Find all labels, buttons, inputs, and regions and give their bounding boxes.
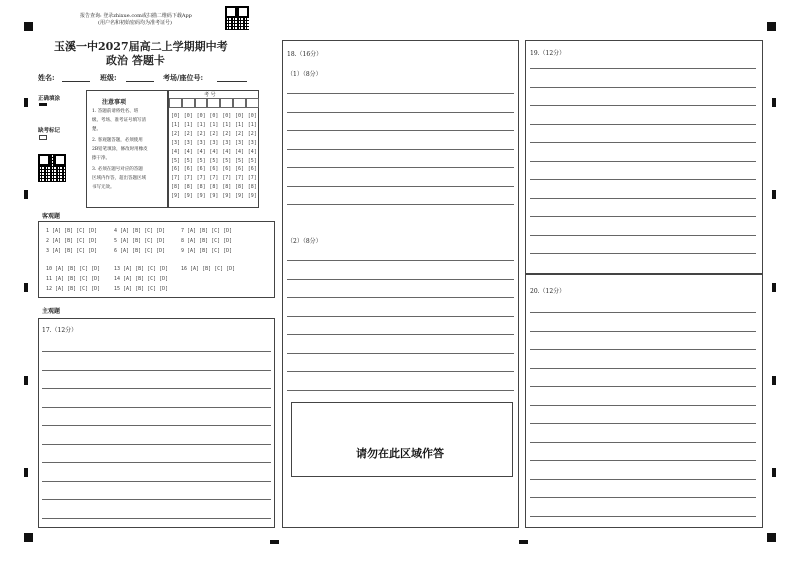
bottom-mark: [270, 540, 279, 544]
corner-mark-tl: [24, 22, 33, 31]
objective-question[interactable]: 3 [A] [B] [C] [D]: [46, 248, 98, 254]
absent-mark-checkbox[interactable]: [39, 135, 47, 140]
answer-line: [42, 462, 271, 463]
exam-digit-bubble[interactable]: [8]: [196, 184, 206, 191]
correct-fill-label: 正确填涂: [38, 96, 61, 102]
exam-digit-bubble[interactable]: [0]: [209, 113, 219, 119]
exam-digit-bubble[interactable]: [8]: [171, 184, 181, 191]
side-mark: [772, 98, 776, 107]
answer-line: [287, 371, 514, 372]
exam-digit-bubble[interactable]: [2]: [209, 130, 219, 137]
exam-digit-header-cell: [182, 98, 195, 108]
answer-line: [287, 112, 514, 113]
answer-line: [42, 444, 271, 445]
page-title: 玉溪一中2027届高二上学期期中考: [54, 40, 228, 53]
notes-item: 3. 必须在题号对应的答题: [92, 167, 143, 172]
exam-digit-bubble[interactable]: [1]: [171, 121, 181, 128]
exam-digit-bubble[interactable]: [7]: [171, 175, 181, 182]
side-mark: [772, 283, 776, 292]
name-label: 姓名:: [38, 73, 55, 82]
exam-digit-bubble[interactable]: [2]: [171, 130, 181, 137]
qr-code-icon: [225, 6, 249, 30]
exam-digit-bubble[interactable]: [8]: [235, 184, 245, 191]
answer-line: [42, 481, 271, 482]
barcode-qr-icon: [38, 154, 66, 182]
answer-line: [530, 312, 756, 313]
side-mark: [772, 376, 776, 385]
answer-line: [42, 518, 271, 519]
answer-line: [287, 167, 514, 168]
exam-digit-bubble[interactable]: [2]: [196, 130, 206, 137]
objective-section-label: 客观题: [42, 213, 61, 220]
side-mark: [24, 98, 28, 107]
correct-fill-sample: [39, 103, 47, 106]
exam-digit-bubble[interactable]: [2]: [247, 130, 257, 137]
bottom-mark: [519, 540, 528, 544]
exam-digit-bubble[interactable]: [3]: [209, 139, 219, 146]
exam-digit-bubble[interactable]: [7]: [222, 175, 232, 182]
objective-question[interactable]: 14 [A] [B] [C] [D]: [114, 276, 169, 282]
answer-line: [287, 93, 514, 94]
objective-question[interactable]: 7 [A] [B] [C] [D]: [181, 228, 233, 234]
answer-line: [530, 405, 756, 406]
answer-line: [287, 204, 514, 205]
exam-digit-bubble[interactable]: [7]: [209, 175, 219, 182]
exam-digit-bubble[interactable]: [3]: [247, 139, 257, 146]
exam-digit-header-cell: [220, 98, 233, 108]
exam-digit-bubble[interactable]: [4]: [209, 148, 219, 155]
answer-line: [530, 105, 756, 106]
exam-digit-bubble[interactable]: [4]: [171, 148, 181, 155]
answer-line: [530, 253, 756, 254]
exam-digit-bubble[interactable]: [5]: [209, 157, 219, 164]
answer-line: [530, 161, 756, 162]
answer-line: [530, 368, 756, 369]
exam-digit-header-cell: [195, 98, 208, 108]
q18-1-label: （1）（8分）: [287, 71, 322, 78]
answer-line: [530, 497, 756, 498]
exam-digit-bubble[interactable]: [6]: [196, 166, 206, 173]
answer-line: [42, 351, 271, 352]
exam-digit-bubble[interactable]: [6]: [235, 166, 245, 173]
side-mark: [24, 468, 28, 477]
no-answer-zone: [291, 402, 513, 477]
class-label: 班级:: [100, 73, 117, 82]
answer-line: [42, 407, 271, 408]
subjective-section-label: 主观题: [42, 308, 61, 315]
exam-digit-bubble[interactable]: [4]: [235, 148, 245, 155]
exam-digit-bubble[interactable]: [6]: [222, 166, 232, 173]
notes-item: 楚。: [92, 127, 101, 132]
exam-digit-bubble[interactable]: [1]: [222, 121, 232, 128]
class-field[interactable]: [126, 81, 154, 82]
exam-digit-bubble[interactable]: [9]: [209, 193, 219, 200]
q17-label: 17.（12分）: [42, 327, 78, 334]
exam-digit-bubble[interactable]: [2]: [235, 130, 245, 137]
notes-item: 书写无效。: [92, 185, 115, 190]
exam-digit-bubble[interactable]: [6]: [209, 166, 219, 173]
exam-digit-bubble[interactable]: [7]: [196, 175, 206, 182]
side-mark: [772, 190, 776, 199]
exam-digit-bubble[interactable]: [5]: [222, 157, 232, 164]
room-seat-field[interactable]: [217, 81, 247, 82]
exam-digit-bubble[interactable]: [0]: [183, 113, 193, 119]
exam-digit-bubble[interactable]: [1]: [183, 121, 193, 128]
answer-line: [287, 316, 514, 317]
objective-question[interactable]: 12 [A] [B] [C] [D]: [46, 286, 101, 292]
objective-question[interactable]: 2 [A] [B] [C] [D]: [46, 238, 98, 244]
answer-line: [287, 279, 514, 280]
exam-digit-bubble[interactable]: [0]: [222, 113, 232, 119]
exam-digit-bubble[interactable]: [3]: [196, 139, 206, 146]
answer-line: [530, 142, 756, 143]
objective-question[interactable]: 16 [A] [B] [C] [D]: [181, 266, 236, 272]
answer-line: [530, 423, 756, 424]
objective-question[interactable]: 10 [A] [B] [C] [D]: [46, 266, 101, 272]
answer-line: [530, 198, 756, 199]
corner-mark-bl: [24, 533, 33, 542]
answer-line: [530, 479, 756, 480]
answer-line: [287, 130, 514, 131]
answer-line: [42, 425, 271, 426]
exam-digit-bubble[interactable]: [9]: [222, 193, 232, 200]
notes-item: 级、考场、准考证号填写清: [92, 118, 146, 123]
no-answer-text: 请勿在此区域作答: [356, 447, 444, 460]
exam-digit-bubble[interactable]: [2]: [183, 130, 193, 137]
notes-item: 2B铅笔填涂，修改时用橡皮: [92, 147, 148, 152]
exam-digit-bubble[interactable]: [5]: [247, 157, 257, 164]
answer-line: [287, 390, 514, 391]
exam-number-label: 考 号: [204, 92, 216, 98]
exam-digit-bubble[interactable]: [7]: [235, 175, 245, 182]
exam-digit-bubble[interactable]: [8]: [222, 184, 232, 191]
exam-digit-bubble[interactable]: [6]: [171, 166, 181, 173]
exam-digit-bubble[interactable]: [0]: [196, 113, 206, 119]
exam-digit-bubble[interactable]: [3]: [183, 139, 193, 146]
answer-line: [530, 516, 756, 517]
notes-title: 注意事项: [102, 99, 127, 106]
exam-digit-bubble[interactable]: [9]: [183, 193, 193, 200]
q20-label: 20.（12分）: [530, 288, 566, 295]
answer-line: [42, 370, 271, 371]
corner-mark-tr: [767, 22, 776, 31]
objective-question[interactable]: 11 [A] [B] [C] [D]: [46, 276, 101, 282]
answer-line: [42, 388, 271, 389]
name-field[interactable]: [62, 81, 90, 82]
exam-digit-bubble[interactable]: [5]: [196, 157, 206, 164]
exam-digit-bubble[interactable]: [1]: [235, 121, 245, 128]
q19-label: 19.（12分）: [530, 50, 566, 57]
exam-digit-header-cell: [207, 98, 220, 108]
q19-answer-box[interactable]: [525, 40, 763, 274]
notes-item: 2. 客观题答题，必须使用: [92, 138, 143, 143]
side-mark: [24, 190, 28, 199]
exam-digit-header-cell: [233, 98, 246, 108]
exam-digit-bubble[interactable]: [9]: [235, 193, 245, 200]
exam-digit-bubble[interactable]: [4]: [183, 148, 193, 155]
answer-line: [530, 179, 756, 180]
login-notice: (用户名和初始密码均为准考证号): [98, 20, 172, 26]
exam-digit-bubble[interactable]: [4]: [196, 148, 206, 155]
exam-digit-bubble[interactable]: [4]: [247, 148, 257, 155]
objective-question[interactable]: 13 [A] [B] [C] [D]: [114, 266, 169, 272]
side-mark: [772, 468, 776, 477]
page-subtitle: 政治 答题卡: [106, 54, 165, 67]
exam-digit-bubble[interactable]: [8]: [183, 184, 193, 191]
answer-line: [530, 386, 756, 387]
exam-digit-bubble[interactable]: [1]: [209, 121, 219, 128]
q18-2-label: （2）（8分）: [287, 238, 322, 245]
notes-item: 擦干净。: [92, 156, 110, 161]
answer-line: [530, 216, 756, 217]
absent-mark-label: 缺考标记: [38, 128, 61, 134]
objective-question[interactable]: 8 [A] [B] [C] [D]: [181, 238, 233, 244]
exam-digit-bubble[interactable]: [1]: [196, 121, 206, 128]
answer-line: [287, 260, 514, 261]
exam-digit-bubble[interactable]: [5]: [183, 157, 193, 164]
exam-digit-bubble[interactable]: [8]: [209, 184, 219, 191]
exam-digit-header-cell: [246, 98, 259, 108]
answer-line: [287, 186, 514, 187]
exam-digit-bubble[interactable]: [5]: [171, 157, 181, 164]
answer-line: [287, 353, 514, 354]
exam-digit-bubble[interactable]: [9]: [196, 193, 206, 200]
exam-digit-bubble[interactable]: [6]: [247, 166, 257, 173]
exam-digit-header-cell: [169, 98, 182, 108]
exam-digit-bubble[interactable]: [0]: [171, 113, 181, 119]
exam-digit-bubble[interactable]: [3]: [222, 139, 232, 146]
objective-question[interactable]: 1 [A] [B] [C] [D]: [46, 228, 98, 234]
exam-digit-bubble[interactable]: [0]: [235, 113, 245, 119]
exam-digit-bubble[interactable]: [4]: [222, 148, 232, 155]
answer-line: [287, 334, 514, 335]
exam-digit-bubble[interactable]: [3]: [235, 139, 245, 146]
exam-digit-bubble[interactable]: [8]: [247, 184, 257, 191]
objective-question[interactable]: 6 [A] [B] [C] [D]: [114, 248, 166, 254]
corner-mark-br: [767, 533, 776, 542]
answer-line: [530, 124, 756, 125]
answer-line: [530, 235, 756, 236]
answer-line: [530, 442, 756, 443]
answer-line: [530, 349, 756, 350]
exam-digit-bubble[interactable]: [2]: [222, 130, 232, 137]
answer-line: [530, 87, 756, 88]
answer-line: [287, 149, 514, 150]
q18-label: 18.（16分）: [287, 51, 323, 58]
exam-digit-bubble[interactable]: [3]: [171, 139, 181, 146]
q17-answer-box[interactable]: [38, 318, 275, 528]
exam-digit-bubble[interactable]: [9]: [171, 193, 181, 200]
exam-digit-bubble[interactable]: [9]: [247, 193, 257, 200]
room-seat-label: 考场/座位号:: [163, 73, 204, 82]
exam-digit-bubble[interactable]: [5]: [235, 157, 245, 164]
exam-digit-bubble[interactable]: [7]: [183, 175, 193, 182]
answer-line: [530, 68, 756, 69]
objective-question[interactable]: 9 [A] [B] [C] [D]: [181, 248, 233, 254]
side-mark: [24, 283, 28, 292]
exam-digit-bubble[interactable]: [6]: [183, 166, 193, 173]
objective-question[interactable]: 5 [A] [B] [C] [D]: [114, 238, 166, 244]
report-notice: 报告查询: 登录zhixue.com或扫描二维码下载App: [80, 13, 192, 19]
notes-item: 区域内作答，超出答题区域: [92, 176, 146, 181]
objective-question[interactable]: 15 [A] [B] [C] [D]: [114, 286, 169, 292]
objective-question[interactable]: 4 [A] [B] [C] [D]: [114, 228, 166, 234]
answer-line: [287, 297, 514, 298]
answer-line: [530, 460, 756, 461]
answer-line: [530, 331, 756, 332]
exam-digit-bubble[interactable]: [0]: [247, 113, 257, 119]
exam-digit-bubble[interactable]: [1]: [247, 121, 257, 128]
notes-item: 1. 答题前请将姓名、班: [92, 109, 139, 114]
answer-line: [42, 499, 271, 500]
exam-digit-bubble[interactable]: [7]: [247, 175, 257, 182]
side-mark: [24, 376, 28, 385]
